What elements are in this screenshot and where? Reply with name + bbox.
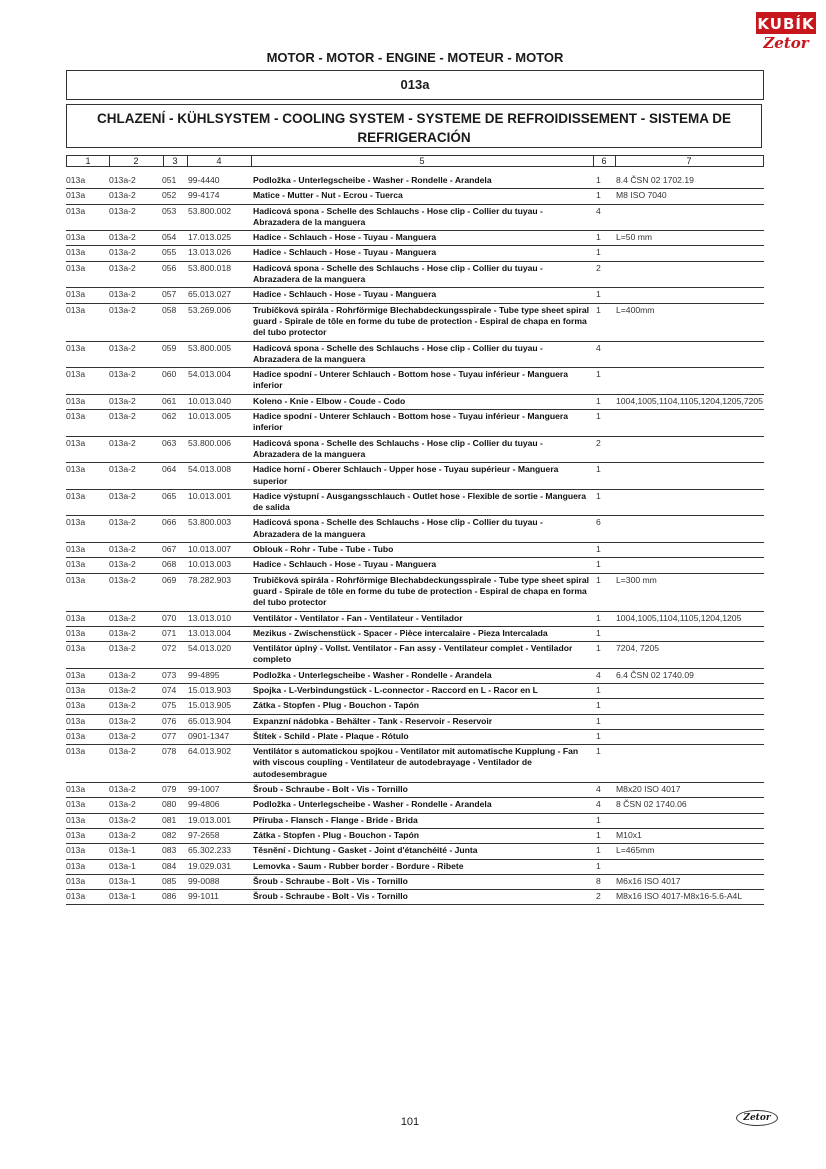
section-code: 013a: [66, 70, 764, 100]
page-number: 101: [400, 1116, 420, 1128]
cell-c6: 1: [596, 464, 601, 475]
cell-c7: 8.4 ČSN 02 1702.19: [616, 175, 694, 185]
cell-c4: 99-4440: [188, 175, 220, 185]
cell-c6: 1: [596, 730, 601, 741]
cell-c2: 013a-2: [109, 369, 136, 380]
cell-c4: 53.800.005: [188, 342, 232, 353]
cell-c6: 1: [596, 175, 601, 185]
cell-c2: 013a-2: [109, 684, 136, 695]
cell-c5: Hadicová spona - Schelle des Schlauchs - Hose clip - Collier du tuyau - Abrazadera de la manguera: [253, 437, 543, 459]
table-row: [66, 410, 764, 437]
cell-c5: Expanzní nádobka - Behälter - Tank - Reservoir - Reservoir: [253, 715, 493, 726]
table-row: [66, 304, 764, 342]
cell-c3: 079: [162, 784, 177, 795]
cell-c3: 083: [162, 845, 177, 856]
table-row: [66, 395, 764, 410]
cell-c3: 064: [162, 464, 177, 475]
cell-c7: M8x16 ISO 4017-M8x16-5.6-A4L: [616, 891, 743, 902]
cell-c5: Hadice horní - Oberer Schlauch - Upper hose - Tuyau supérieur - Manguera superior: [253, 464, 559, 486]
cell-c5: Spojka - L-Verbindungstück - L-connector - Raccord en L - Racor en L: [253, 684, 538, 695]
cell-c1: 013a: [66, 799, 86, 810]
zetor-brand: Zetor: [763, 34, 809, 52]
cell-c4: 53.269.006: [188, 304, 232, 315]
zetor-footer-logo: Zetor: [736, 1110, 778, 1126]
cell-c7: L=50 mm: [616, 232, 653, 243]
cell-c6: 4: [596, 205, 601, 216]
cell-c3: 066: [162, 517, 177, 528]
cell-c5: Podložka - Unterlegscheibe - Washer - Rondelle - Arandela: [253, 669, 492, 680]
cell-c2: 013a-2: [109, 232, 136, 243]
cell-c1: 013a: [66, 814, 86, 825]
cell-c1: 013a: [66, 860, 86, 871]
cell-c7: 7204, 7205: [616, 643, 660, 654]
cell-c5: Zátka - Stopfen - Plug - Bouchon - Tapón: [253, 700, 419, 711]
cell-c7: M8 ISO 7040: [616, 190, 667, 201]
cell-c5: Oblouk - Rohr - Tube - Tube - Tubo: [253, 544, 394, 555]
column-header: 7: [686, 156, 692, 166]
cell-c3: 077: [162, 730, 177, 741]
cell-c4: 10.013.001: [188, 490, 232, 501]
cell-c4: 99-1007: [188, 784, 220, 795]
table-row: [66, 844, 764, 859]
cell-c6: 2: [596, 262, 601, 273]
cell-c5: Trubičková spirála - Rohrförmige Blechabdeckungsspirale - Tube type sheet spiral guard - Spirale de tôle en forme du tube de protection - Espiral de chapa en forma del tubo protector: [253, 574, 590, 608]
cell-c4: 53.800.018: [188, 262, 232, 273]
cell-c4: 10.013.007: [188, 544, 232, 555]
cell-c1: 013a: [66, 669, 86, 680]
cell-c5: Ventilátor úplný - Vollst. Ventilator - Fan assy - Ventilateur complet - Ventilador completo: [253, 643, 573, 665]
column-header: 3: [163, 156, 188, 166]
cell-c3: 071: [162, 627, 177, 638]
cell-c1: 013a: [66, 559, 86, 570]
cell-c3: 080: [162, 799, 177, 810]
cell-c1: 013a: [66, 730, 86, 741]
table-row: [66, 642, 764, 669]
cell-c2: 013a-1: [109, 891, 136, 902]
cell-c4: 99-0088: [188, 875, 220, 886]
cell-c6: 2: [596, 437, 601, 448]
cell-c6: 1: [596, 395, 601, 406]
cell-c1: 013a: [66, 232, 86, 243]
table-row: [66, 205, 764, 232]
cell-c2: 013a-2: [109, 814, 136, 825]
cell-c4: 53.800.002: [188, 205, 232, 216]
cell-c7: 1004,1005,1104,1105,1204,1205: [616, 612, 742, 623]
table-row: [66, 798, 764, 813]
cell-c4: 97-2658: [188, 829, 220, 840]
cell-c2: 013a-2: [109, 517, 136, 528]
cell-c4: 10.013.040: [188, 395, 232, 406]
cell-c3: 056: [162, 262, 177, 273]
cell-c1: 013a: [66, 262, 86, 273]
cell-c3: 051: [162, 175, 177, 185]
cell-c5: Hadice spodní - Unterer Schlauch - Bottom hose - Tuyau inférieur - Manguera inferior: [253, 411, 568, 433]
cell-c6: 1: [596, 574, 601, 585]
cell-c7: L=400mm: [616, 304, 655, 315]
cell-c5: Hadice - Schlauch - Hose - Tuyau - Manguera: [253, 289, 437, 300]
cell-c5: Ventilátor s automatickou spojkou - Ventilator mit automatische Kupplung - Fan with viscous coupling - Ventilateur de autodebrayage - Ventilador de autodesembrague: [253, 746, 579, 779]
cell-c6: 1: [596, 559, 601, 570]
cell-c6: 1: [596, 190, 601, 201]
table-row: [66, 174, 764, 189]
cell-c6: 8: [596, 875, 601, 886]
cell-c2: 013a-2: [109, 746, 136, 757]
cell-c2: 013a-2: [109, 490, 136, 501]
kubik-zetor-logo: [756, 12, 816, 52]
cell-c3: 062: [162, 411, 177, 422]
cell-c1: 013a: [66, 464, 86, 475]
cell-c5: Trubičková spirála - Rohrförmige Blechabdeckungsspirale - Tube type sheet spiral guard - Spirale de tôle en forme du tube de protection - Espiral de chapa en forma del tubo protector: [253, 304, 590, 338]
cell-c2: 013a-2: [109, 411, 136, 422]
column-header: 1: [67, 156, 110, 166]
cell-c3: 059: [162, 342, 177, 353]
cell-c7: 1004,1005,1104,1105,1204,1205,7205: [616, 395, 763, 406]
cell-c5: Hadice - Schlauch - Hose - Tuyau - Manguera: [253, 247, 437, 258]
cell-c2: 013a-2: [109, 784, 136, 795]
cell-c3: 072: [162, 643, 177, 654]
cell-c3: 061: [162, 395, 177, 406]
cell-c1: 013a: [66, 395, 86, 406]
cell-c6: 1: [596, 746, 601, 757]
cell-c5: Příruba - Flansch - Flange - Bride - Brida: [253, 814, 418, 825]
cell-c6: 1: [596, 247, 601, 258]
cell-c3: 052: [162, 190, 177, 201]
cell-c4: 15.013.903: [188, 684, 232, 695]
cell-c1: 013a: [66, 289, 86, 300]
cell-c7: 6.4 ČSN 02 1740.09: [616, 669, 694, 680]
cell-c1: 013a: [66, 369, 86, 380]
parts-table: [66, 174, 764, 905]
cell-c1: 013a: [66, 643, 86, 654]
column-header-row: [66, 155, 764, 167]
cell-c5: Šroub - Schraube - Bolt - Vis - Tornillo: [253, 784, 408, 795]
cell-c5: Podložka - Unterlegscheibe - Washer - Rondelle - Arandela: [253, 799, 492, 810]
cell-c5: Hadice - Schlauch - Hose - Tuyau - Manguera: [253, 559, 437, 570]
cell-c6: 1: [596, 627, 601, 638]
cell-c3: 068: [162, 559, 177, 570]
table-row: [66, 875, 764, 890]
column-header: 5: [251, 156, 594, 166]
column-header: 6: [593, 156, 616, 166]
cell-c3: 078: [162, 746, 177, 757]
cell-c3: 065: [162, 490, 177, 501]
cell-c3: 081: [162, 814, 177, 825]
cell-c5: Štítek - Schild - Plate - Plaque - Rótulo: [253, 730, 409, 741]
cell-c2: 013a-1: [109, 845, 136, 856]
cell-c6: 4: [596, 669, 601, 680]
cell-c3: 067: [162, 544, 177, 555]
cell-c3: 063: [162, 437, 177, 448]
cell-c4: 13.013.004: [188, 627, 232, 638]
column-header: 4: [187, 156, 252, 166]
cell-c6: 1: [596, 845, 601, 856]
cell-c2: 013a-2: [109, 730, 136, 741]
cell-c3: 086: [162, 891, 177, 902]
cell-c6: 1: [596, 700, 601, 711]
cell-c1: 013a: [66, 411, 86, 422]
cell-c2: 013a-2: [109, 289, 136, 300]
cell-c6: 1: [596, 304, 601, 315]
table-row: [66, 627, 764, 642]
cell-c5: Zátka - Stopfen - Plug - Bouchon - Tapón: [253, 829, 419, 840]
table-row: [66, 231, 764, 246]
cell-c4: 54.013.008: [188, 464, 232, 475]
cell-c4: 53.800.006: [188, 437, 232, 448]
cell-c1: 013a: [66, 574, 86, 585]
cell-c5: Lemovka - Saum - Rubber border - Bordure - Ribete: [253, 860, 464, 871]
cell-c1: 013a: [66, 845, 86, 856]
cell-c5: Šroub - Schraube - Bolt - Vis - Tornillo: [253, 891, 408, 902]
cell-c3: 085: [162, 875, 177, 886]
cell-c4: 0901-1347: [188, 730, 230, 741]
cell-c3: 058: [162, 304, 177, 315]
cell-c1: 013a: [66, 304, 86, 315]
cell-c1: 013a: [66, 715, 86, 726]
cell-c4: 78.282.903: [188, 574, 232, 585]
cell-c5: Hadice - Schlauch - Hose - Tuyau - Manguera: [253, 232, 437, 243]
cell-c7: 8 ČSN 02 1740.06: [616, 799, 687, 810]
cell-c1: 013a: [66, 627, 86, 638]
cell-c2: 013a-2: [109, 612, 136, 623]
page-header: MOTOR - MOTOR - ENGINE - MOTEUR - MOTOR: [266, 50, 564, 65]
table-row: [66, 262, 764, 289]
cell-c6: 1: [596, 814, 601, 825]
cell-c5: Mezikus - Zwischenstück - Spacer - Pièce intercalaire - Pieza Intercalada: [253, 627, 548, 638]
cell-c4: 99-4174: [188, 190, 220, 201]
cell-c7: M6x16 ISO 4017: [616, 875, 681, 886]
table-row: [66, 574, 764, 612]
cell-c1: 013a: [66, 875, 86, 886]
cell-c1: 013a: [66, 746, 86, 757]
cell-c2: 013a-2: [109, 175, 136, 185]
cell-c4: 99-4895: [188, 669, 220, 680]
column-header: 2: [109, 156, 164, 166]
cell-c2: 013a-2: [109, 395, 136, 406]
cell-c4: 10.013.005: [188, 411, 232, 422]
cell-c1: 013a: [66, 437, 86, 448]
table-row: [66, 699, 764, 714]
table-row: [66, 246, 764, 261]
table-row: [66, 814, 764, 829]
cell-c5: Hadice výstupní - Ausgangsschlauch - Outlet hose - Flexible de sortie - Manguera de salida: [253, 490, 586, 513]
cell-c3: 057: [162, 289, 177, 300]
table-row: [66, 463, 764, 490]
section-title: CHLAZENÍ - KÜHLSYSTEM - COOLING SYSTEM - SYSTEME DE REFROIDISSEMENT - SISTEMA DE REFRIGERACIÓN: [66, 104, 762, 148]
cell-c5: Koleno - Knie - Elbow - Coude - Codo: [253, 395, 406, 406]
table-row: [66, 669, 764, 684]
table-row: [66, 860, 764, 875]
cell-c6: 6: [596, 517, 601, 528]
cell-c4: 65.013.904: [188, 715, 232, 726]
cell-c2: 013a-2: [109, 544, 136, 555]
table-row: [66, 543, 764, 558]
kubik-brand: KUBÍK: [756, 12, 816, 34]
cell-c2: 013a-2: [109, 715, 136, 726]
cell-c2: 013a-2: [109, 669, 136, 680]
cell-c2: 013a-2: [109, 643, 136, 654]
cell-c4: 99-4806: [188, 799, 220, 810]
table-row: [66, 890, 764, 905]
cell-c6: 1: [596, 643, 601, 654]
cell-c1: 013a: [66, 700, 86, 711]
cell-c1: 013a: [66, 829, 86, 840]
cell-c3: 070: [162, 612, 177, 623]
cell-c4: 54.013.004: [188, 369, 232, 380]
cell-c3: 076: [162, 715, 177, 726]
table-row: [66, 189, 764, 204]
cell-c6: 2: [596, 891, 601, 902]
cell-c5: Matice - Mutter - Nut - Ecrou - Tuerca: [253, 190, 403, 201]
cell-c2: 013a-2: [109, 437, 136, 448]
cell-c5: Ventilátor - Ventilator - Fan - Ventilateur - Ventilador: [253, 612, 463, 623]
cell-c5: Hadice spodní - Unterer Schlauch - Bottom hose - Tuyau inférieur - Manguera inferior: [253, 369, 568, 391]
cell-c2: 013a-2: [109, 247, 136, 258]
cell-c4: 53.800.003: [188, 517, 232, 528]
cell-c4: 19.029.031: [188, 860, 232, 871]
cell-c1: 013a: [66, 544, 86, 555]
cell-c7: M8x20 ISO 4017: [616, 784, 681, 795]
cell-c1: 013a: [66, 891, 86, 902]
cell-c5: Hadicová spona - Schelle des Schlauchs - Hose clip - Collier du tuyau - Abrazadera de la manguera: [253, 342, 543, 364]
table-row: [66, 715, 764, 730]
table-row: [66, 558, 764, 573]
cell-c3: 084: [162, 860, 177, 871]
cell-c2: 013a-2: [109, 262, 136, 273]
cell-c4: 15.013.905: [188, 700, 232, 711]
cell-c4: 64.013.902: [188, 746, 232, 757]
cell-c4: 10.013.003: [188, 559, 232, 570]
cell-c5: Podložka - Unterlegscheibe - Washer - Rondelle - Arandela: [253, 175, 492, 185]
cell-c6: 1: [596, 411, 601, 422]
cell-c4: 17.013.025: [188, 232, 232, 243]
cell-c3: 082: [162, 829, 177, 840]
table-row: [66, 783, 764, 798]
cell-c4: 19.013.001: [188, 814, 232, 825]
cell-c1: 013a: [66, 684, 86, 695]
cell-c6: 1: [596, 369, 601, 380]
table-row: [66, 516, 764, 543]
cell-c4: 65.302.233: [188, 845, 232, 856]
cell-c7: L=300 mm: [616, 574, 657, 585]
cell-c5: Šroub - Schraube - Bolt - Vis - Tornillo: [253, 875, 408, 886]
table-row: [66, 437, 764, 464]
cell-c1: 013a: [66, 190, 86, 201]
cell-c3: 073: [162, 669, 177, 680]
table-row: [66, 288, 764, 303]
cell-c6: 1: [596, 860, 601, 871]
cell-c2: 013a-2: [109, 205, 136, 216]
cell-c6: 4: [596, 799, 601, 810]
cell-c6: 4: [596, 784, 601, 795]
cell-c2: 013a-2: [109, 464, 136, 475]
cell-c2: 013a-1: [109, 875, 136, 886]
cell-c6: 1: [596, 612, 601, 623]
cell-c3: 055: [162, 247, 177, 258]
cell-c6: 1: [596, 289, 601, 300]
table-row: [66, 684, 764, 699]
table-row: [66, 829, 764, 844]
cell-c2: 013a-2: [109, 574, 136, 585]
cell-c6: 1: [596, 544, 601, 555]
cell-c4: 54.013.020: [188, 643, 232, 654]
cell-c7: L=465mm: [616, 845, 655, 856]
cell-c2: 013a-2: [109, 342, 136, 353]
cell-c1: 013a: [66, 247, 86, 258]
table-row: [66, 368, 764, 395]
cell-c4: 13.013.026: [188, 247, 232, 258]
cell-c6: 1: [596, 490, 601, 501]
cell-c2: 013a-2: [109, 304, 136, 315]
table-row: [66, 342, 764, 369]
cell-c6: 1: [596, 829, 601, 840]
cell-c5: Hadicová spona - Schelle des Schlauchs - Hose clip - Collier du tuyau - Abrazadera de la manguera: [253, 205, 543, 227]
cell-c1: 013a: [66, 490, 86, 501]
cell-c3: 054: [162, 232, 177, 243]
cell-c4: 65.013.027: [188, 289, 232, 300]
cell-c3: 074: [162, 684, 177, 695]
cell-c5: Hadicová spona - Schelle des Schlauchs - Hose clip - Collier du tuyau - Abrazadera de la manguera: [253, 262, 543, 285]
cell-c3: 060: [162, 369, 177, 380]
table-row: [66, 490, 764, 517]
table-row: [66, 730, 764, 745]
cell-c2: 013a-2: [109, 559, 136, 570]
cell-c5: Hadicová spona - Schelle des Schlauchs - Hose clip - Collier du tuyau - Abrazadera de la manguera: [253, 517, 543, 539]
cell-c2: 013a-2: [109, 700, 136, 711]
cell-c1: 013a: [66, 205, 86, 216]
cell-c2: 013a-2: [109, 829, 136, 840]
table-row: [66, 612, 764, 627]
cell-c3: 075: [162, 700, 177, 711]
cell-c7: M10x1: [616, 829, 642, 840]
cell-c6: 1: [596, 684, 601, 695]
cell-c1: 013a: [66, 342, 86, 353]
cell-c1: 013a: [66, 612, 86, 623]
cell-c5: Těsnění - Dichtung - Gasket - Joint d'étanchéité - Junta: [253, 845, 478, 856]
cell-c2: 013a-2: [109, 190, 136, 201]
cell-c2: 013a-2: [109, 799, 136, 810]
cell-c3: 053: [162, 205, 177, 216]
cell-c6: 1: [596, 715, 601, 726]
cell-c6: 1: [596, 232, 601, 243]
cell-c6: 4: [596, 342, 601, 353]
table-row: [66, 745, 764, 783]
cell-c1: 013a: [66, 784, 86, 795]
cell-c4: 99-1011: [188, 891, 219, 902]
cell-c1: 013a: [66, 517, 86, 528]
cell-c3: 069: [162, 574, 177, 585]
cell-c1: 013a: [66, 175, 86, 185]
cell-c2: 013a-1: [109, 860, 136, 871]
cell-c2: 013a-2: [109, 627, 136, 638]
cell-c4: 13.013.010: [188, 612, 232, 623]
